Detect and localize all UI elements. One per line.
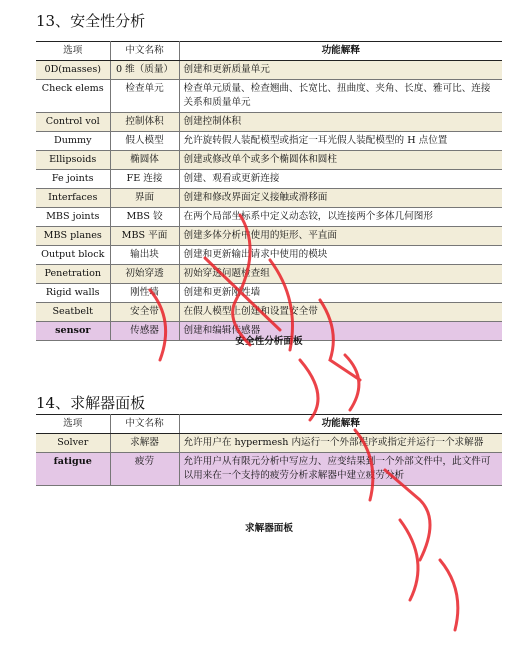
section-13-title: 13、安全性分析 [36,12,146,30]
row-option: Fe joints [36,170,110,189]
row-chinese-name: 假人模型 [110,132,179,151]
table-row [36,303,502,322]
table-row [36,151,502,170]
row-description: 检查单元质量、检查翘曲、长宽比、扭曲度、夹角、长度、雅可比、连接关系和质量单元 [179,80,502,113]
row-description: 创建和更新刚性墙 [179,284,502,303]
row-option: Rigid walls [36,284,110,303]
row-option: Check elems [36,80,110,113]
table-row [36,132,502,151]
row-option: Ellipsoids [36,151,110,170]
row-option: 0D(masses) [36,61,110,80]
table-row [36,170,502,189]
row-option: sensor [36,322,110,341]
row-option: Solver [36,434,110,453]
table-row [36,113,502,132]
row-description: 创建和更新输出请求中使用的模块 [179,246,502,265]
row-chinese-name: 传感器 [110,322,179,341]
header-chinese-name: 中文名称 [110,415,179,434]
row-description: 在假人模型上创建和设置安全带 [179,303,502,322]
row-chinese-name: 初始穿透 [110,265,179,284]
row-option: Control vol [36,113,110,132]
row-description: 创建多体分析中使用的矩形、平直面 [179,227,502,246]
row-option: Interfaces [36,189,110,208]
row-option: fatigue [36,453,110,486]
header-description: 功能解释 [179,415,502,434]
row-chinese-name: 疲劳 [110,453,179,486]
header-chinese-name: 中文名称 [110,42,179,61]
row-description: 创建和更新质量单元 [179,61,502,80]
row-description: 允许用户从有限元分析中写应力、应变结果到一个外部文件中，此文件可以用来在一个支持的疲劳分析求解器中建立疲劳分析 [179,453,502,486]
row-description: 允许用户在 hypermesh 内运行一个外部程序或指定并运行一个求解器 [179,434,502,453]
row-option: Penetration [36,265,110,284]
row-chinese-name: 0 维（质量） [110,61,179,80]
row-description: 创建、观看或更新连接 [179,170,502,189]
table-row [36,80,502,113]
row-chinese-name: MBS 平面 [110,227,179,246]
row-description: 创建控制体积 [179,113,502,132]
row-chinese-name: 控制体积 [110,113,179,132]
row-chinese-name: 椭圆体 [110,151,179,170]
table-row [36,284,502,303]
row-chinese-name: 刚性墙 [110,284,179,303]
row-option: MBS planes [36,227,110,246]
solver-table-caption: 求解器面板 [245,523,293,534]
row-description: 允许旋转假人装配模型或指定一耳光假人装配模型的 H 点位置 [179,132,502,151]
row-description: 创建或修改单个或多个椭圆体和圆柱 [179,151,502,170]
row-chinese-name: 安全带 [110,303,179,322]
safety-analysis-table [36,41,502,341]
row-option: Seatbelt [36,303,110,322]
table-header-row [36,42,502,61]
row-chinese-name: 界面 [110,189,179,208]
row-description: 创建和修改界面定义接触或滑移面 [179,189,502,208]
row-option: Output block [36,246,110,265]
table-row [36,434,502,453]
table-row [36,265,502,284]
row-chinese-name: 求解器 [110,434,179,453]
table-row-highlighted [36,453,502,486]
row-description: 初始穿透问题检查组 [179,265,502,284]
table-header-row [36,415,502,434]
header-description: 功能解释 [179,42,502,61]
header-option: 选项 [36,42,110,61]
row-option: MBS joints [36,208,110,227]
table-row [36,189,502,208]
row-chinese-name: FE 连接 [110,170,179,189]
row-chinese-name: 检查单元 [110,80,179,113]
row-chinese-name: MBS 铰 [110,208,179,227]
safety-table-caption: 安全性分析面板 [235,336,303,347]
table-row [36,208,502,227]
table-row [36,61,502,80]
row-option: Dummy [36,132,110,151]
section-14-title: 14、求解器面板 [36,394,146,412]
solver-panel-table [36,414,502,486]
table-row [36,227,502,246]
row-description: 创建和编辑传感器 [179,322,502,341]
row-description: 在两个局部坐标系中定义动态铰，以连接两个多体几何图形 [179,208,502,227]
row-chinese-name: 输出块 [110,246,179,265]
header-option: 选项 [36,415,110,434]
table-row [36,246,502,265]
